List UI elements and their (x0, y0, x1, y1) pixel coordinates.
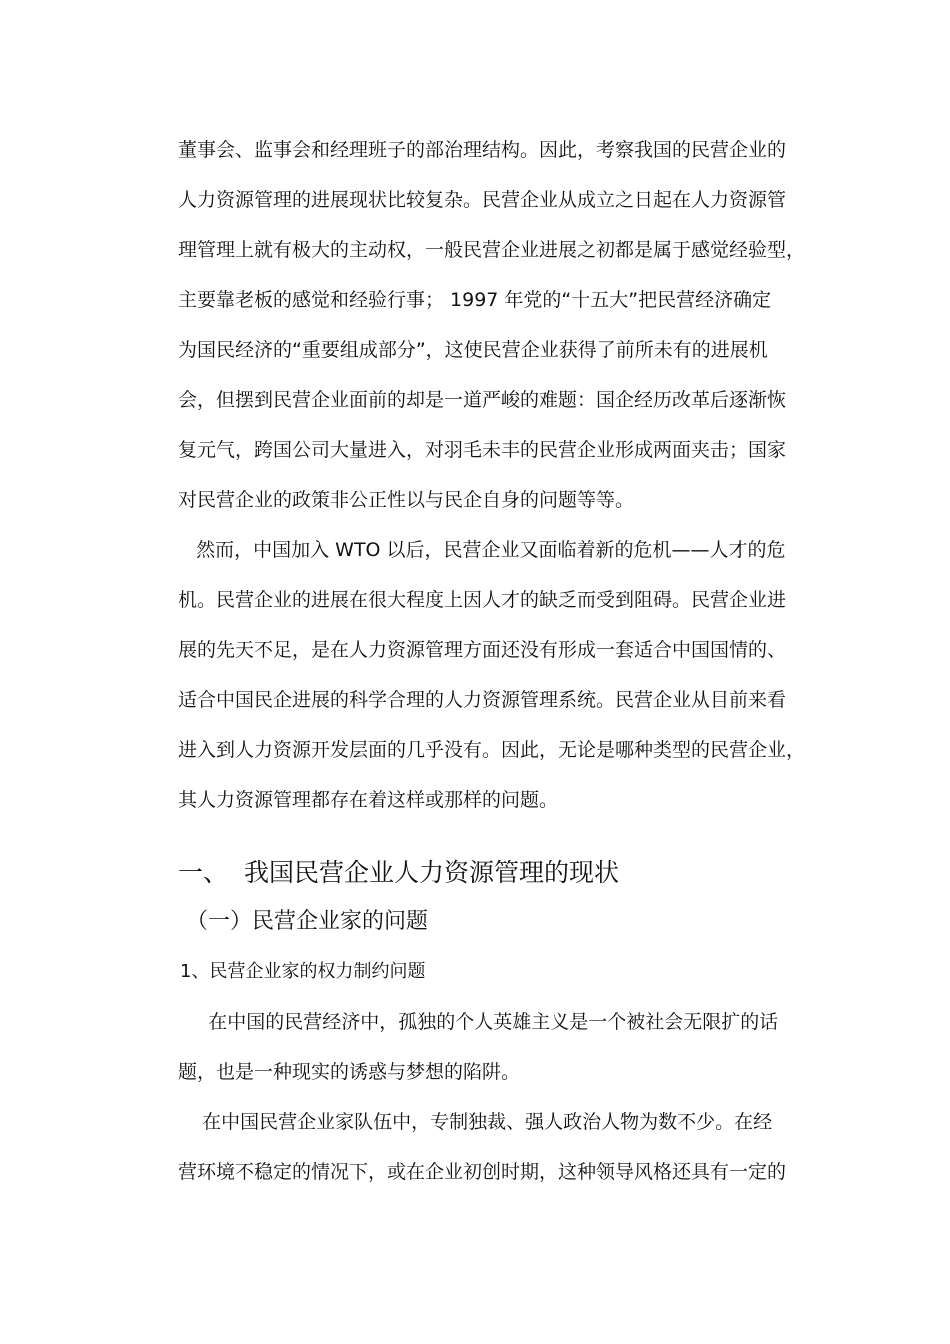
section-heading-number: 一、 (178, 858, 229, 887)
paragraph-4-line: 在中国民营企业家队伍中，专制独裁、强人政治人物为数不少。在经 (178, 1111, 773, 1133)
subsection-heading: （一）民营企业家的问题 (186, 909, 429, 934)
paragraph-1-line: 主要靠老板的感觉和经验行事； 1997 年党的“十五大”把民营经济确定 (178, 289, 772, 311)
paragraph-2-line: 展的先天不足，是在人力资源管理方面还没有形成一套适合中国国情的、 (178, 639, 787, 661)
paragraph-1-line: 复元气，跨国公司大量进入，对羽毛未丰的民营企业形成两面夹击；国家 (178, 439, 787, 461)
paragraph-3-line: 题，也是一种现实的诱惑与梦想的陷阱。 (178, 1061, 521, 1083)
paragraph-2-line: 然而，中国加入 WTO 以后，民营企业又面临着新的危机——人才的危 (178, 539, 786, 561)
paragraph-1-line: 人力资源管理的进展现状比较复杂。民营企业从成立之日起在人力资源管 (178, 189, 787, 211)
paragraph-2-line: 其人力资源管理都存在着这样或那样的问题。 (178, 789, 559, 811)
paragraph-2-line: 机。民营企业的进展在很大程度上因人才的缺乏而受到阻碍。民营企业进 (178, 589, 787, 611)
paragraph-2-line: 进入到人力资源开发层面的几乎没有。因此，无论是哪种类型的民营企业， (178, 739, 806, 761)
paragraph-1-line: 为国民经济的“重要组成部分”，这使民营企业获得了前所未有的进展机 (178, 339, 768, 361)
section-heading-text: 我国民营企业人力资源管理的现状 (244, 858, 620, 887)
paragraph-1-line: 会，但摆到民营企业面前的却是一道严峻的难题：国企经历改革后逐渐恢 (178, 389, 787, 411)
subsubsection-heading: 1、民营企业家的权力制约问题 (180, 961, 426, 982)
paragraph-4-line: 营环境不稳定的情况下，或在企业初创时期，这种领导风格还具有一定的 (178, 1161, 787, 1183)
section-heading (178, 858, 619, 888)
paragraph-3-line: 在中国的民营经济中，孤独的个人英雄主义是一个被社会无限扩的话 (178, 1011, 779, 1033)
paragraph-1-line: 董事会、监事会和经理班子的部治理结构。因此，考察我国的民营企业的 (178, 139, 787, 161)
paragraph-1-line: 理管理上就有极大的主动权，一般民营企业进展之初都是属于感觉经验型， (178, 239, 806, 261)
paragraph-2-line: 适合中国民企进展的科学合理的人力资源管理系统。民营企业从目前来看 (178, 689, 787, 711)
paragraph-1-line: 对民营企业的政策非公正性以与民企自身的问题等等。 (178, 489, 635, 511)
